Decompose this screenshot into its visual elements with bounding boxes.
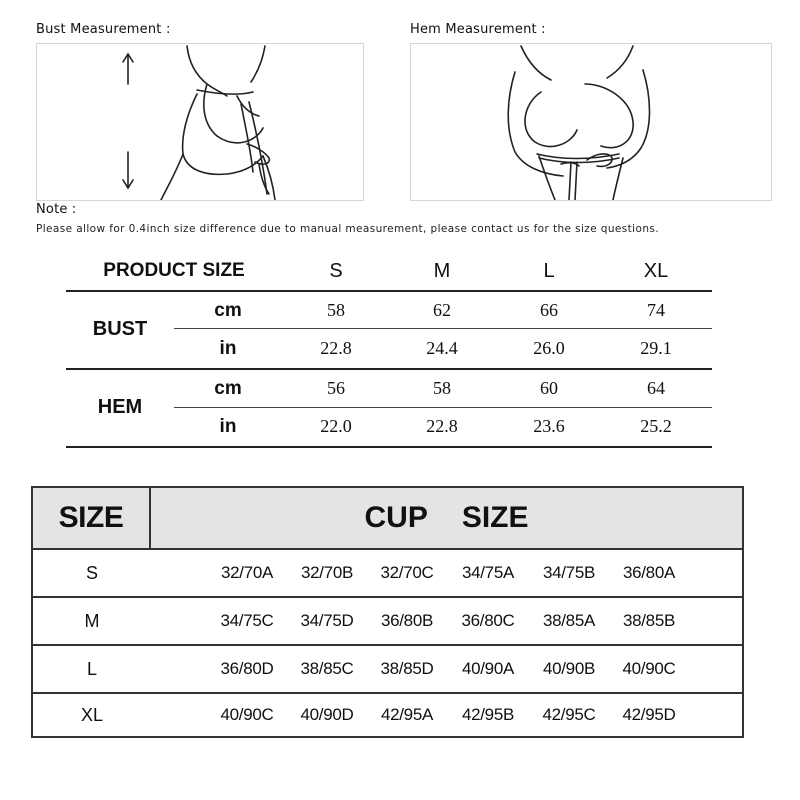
cup-value: 40/90B [542, 659, 596, 678]
bust-group-label: BUST [92, 318, 148, 340]
hem-in-s: 22.0 [320, 416, 352, 436]
bust-in-xl: 29.1 [640, 338, 672, 358]
cup-value: 34/75A [461, 563, 515, 582]
cup-value: 42/95D [622, 705, 676, 724]
table-rule [66, 290, 712, 292]
cup-value: 40/90C [622, 659, 676, 678]
hem-unit-cm: cm [214, 378, 242, 399]
bust-cm-l: 66 [540, 300, 558, 320]
bust-unit-in: in [219, 338, 237, 359]
cup-value: 36/80C [461, 611, 515, 630]
cup-value: 36/80A [622, 563, 676, 582]
size-header-l: L [543, 260, 555, 282]
cup-value: 40/90D [300, 705, 354, 724]
table-row [33, 692, 742, 736]
hem-cm-s: 56 [327, 378, 345, 398]
bust-unit-cm: cm [214, 300, 242, 321]
cup-size-header-word-2: SIZE [461, 501, 529, 534]
bust-measurement-label: Bust Measurement : [36, 22, 171, 37]
table-rule [66, 368, 712, 370]
table-row [33, 548, 742, 596]
hem-measurement-figure-icon [410, 43, 772, 201]
hem-unit-in: in [219, 416, 237, 437]
cup-value: 42/95A [380, 705, 434, 724]
cup-value: 36/80D [220, 659, 274, 678]
table-row [33, 596, 742, 644]
cup-value: 34/75C [220, 611, 274, 630]
size-header-xl: XL [643, 260, 669, 282]
cup-value: 32/70C [380, 563, 434, 582]
cup-value: 38/85A [542, 611, 596, 630]
product-size-header: PRODUCT SIZE [103, 260, 245, 281]
cup-value: 38/85D [380, 659, 434, 678]
cup-size-header-word-1: CUP [364, 501, 428, 534]
cup-value: 34/75D [300, 611, 354, 630]
cup-value: 32/70B [300, 563, 354, 582]
size-header-s: S [329, 260, 343, 282]
row-size: L [86, 658, 97, 679]
row-size: S [85, 562, 98, 583]
size-header-m: M [433, 260, 451, 282]
bust-measurement-figure-icon [36, 43, 364, 201]
bust-in-l: 26.0 [533, 338, 565, 358]
hem-cm-l: 60 [540, 378, 558, 398]
note-text: Please allow for 0.4inch size difference due to manual measurement, please contact us for the size questions. [36, 223, 659, 235]
table-rule [174, 407, 712, 408]
bust-cm-m: 62 [433, 300, 451, 320]
cup-value: 40/90C [220, 705, 274, 724]
bust-cm-xl: 74 [647, 300, 665, 320]
cup-size-header [151, 488, 742, 548]
hem-cm-m: 58 [433, 378, 451, 398]
hem-in-m: 22.8 [426, 416, 458, 436]
note-label: Note : [36, 202, 77, 217]
table-rule [174, 328, 712, 329]
size-column-header: SIZE [33, 488, 151, 548]
cup-value: 42/95B [461, 705, 515, 724]
cup-value: 36/80B [380, 611, 434, 630]
cup-value: 34/75B [542, 563, 596, 582]
product-size-table [66, 252, 712, 448]
cup-size-table [31, 486, 744, 738]
row-size: XL [80, 704, 104, 725]
row-size: M [84, 610, 100, 631]
cup-value: 38/85C [300, 659, 354, 678]
cup-value: 32/70A [220, 563, 274, 582]
cup-value: 40/90A [461, 659, 515, 678]
cup-value: 38/85B [622, 611, 676, 630]
bust-cm-s: 58 [327, 300, 345, 320]
cup-value: 42/95C [542, 705, 596, 724]
bust-in-m: 24.4 [426, 338, 458, 358]
bust-in-s: 22.8 [320, 338, 352, 358]
hem-in-xl: 25.2 [640, 416, 672, 436]
hem-group-label: HEM [97, 396, 143, 418]
table-rule [66, 446, 712, 448]
hem-measurement-label: Hem Measurement : [410, 22, 546, 37]
hem-in-l: 23.6 [533, 416, 565, 436]
hem-cm-xl: 64 [647, 378, 665, 398]
table-row [33, 644, 742, 692]
